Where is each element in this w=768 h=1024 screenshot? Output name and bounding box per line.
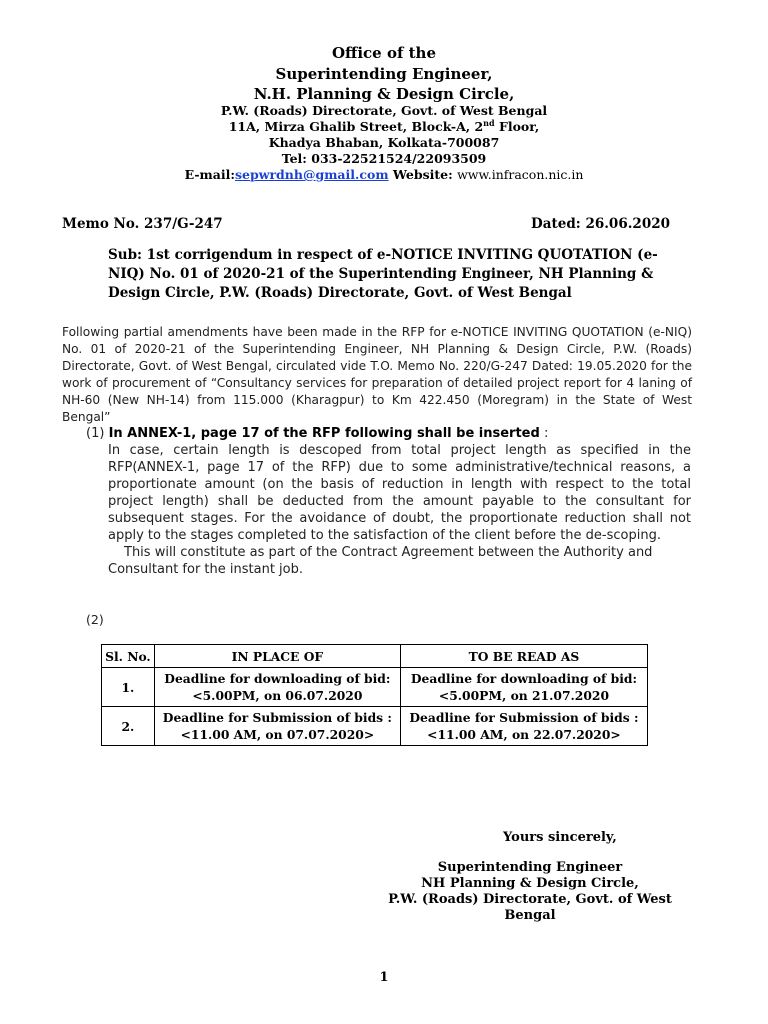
table-row <box>102 668 648 707</box>
letterhead-city: Khadya Bhaban, Kolkata-700087 <box>268 135 500 150</box>
row-sl-no: 1. <box>102 668 155 707</box>
memo-date: Dated: 26.06.2020 <box>531 216 670 232</box>
subject: Sub: 1st corrigendum in respect of e-NOTICE INVITING QUOTATION (e-NIQ) No. 01 of 2020-21 of the Superintending Engineer, NH Planning & Design Circle, P.W. (Roads) Directorate, Govt. of West Bengal <box>108 247 658 301</box>
amendment-point-1 <box>86 425 691 578</box>
header-to-be-read-as: TO BE READ AS <box>400 645 647 668</box>
cell-line: Deadline for downloading of bid: <box>164 671 391 686</box>
row-in-place-of <box>154 668 400 707</box>
signature-block <box>370 860 690 924</box>
header-sl-no: Sl. No. <box>102 645 155 668</box>
table-row <box>102 707 648 746</box>
cell-line: <5.00PM, on 21.07.2020 <box>438 688 609 703</box>
letterhead-directorate: P.W. (Roads) Directorate, Govt. of West Bengal <box>220 103 548 118</box>
website-url: www.infracon.nic.in <box>457 167 584 182</box>
cell-line: Deadline for Submission of bids : <box>409 710 639 725</box>
signature-directorate: P.W. (Roads) Directorate, Govt. of West Bengal <box>388 892 672 923</box>
closing: Yours sincerely, <box>503 830 617 845</box>
row-to-be-read-as <box>400 668 647 707</box>
row-to-be-read-as <box>400 707 647 746</box>
point-1-number: (1) <box>86 426 105 441</box>
cell-line: Deadline for Submission of bids : <box>162 710 392 725</box>
table-header-row <box>102 645 648 668</box>
letterhead-address <box>0 119 768 135</box>
header-in-place-of: IN PLACE OF <box>154 645 400 668</box>
signature-designation: Superintending Engineer <box>437 860 623 875</box>
point-1-heading <box>86 425 691 442</box>
letterhead-office: Office of the <box>331 44 437 62</box>
memo-number: Memo No. 237/G-247 <box>62 216 223 232</box>
point-1-note <box>108 544 691 578</box>
address-floor: Floor, <box>494 119 540 134</box>
row-sl-no: 2. <box>102 707 155 746</box>
address-ordinal: nd <box>483 117 495 128</box>
intro-paragraph: Following partial amendments have been made in the RFP for e-NOTICE INVITING QUOTATION (e-NIQ) No. 01 of 2020-21 of the Superintending Engineer, NH Planning & Design Circle, P.W. (Roads) Directorate, Govt. of West Bengal, circulated vide T.O. Memo No. 220/G-247 Dated: 19.05.2020 for the work of procurement of “Consultancy services for preparation of detailed project report for 4 laning of NH-60 (New NH-14) from 115.000 (Kharagpur) to Km 422.450 (Moregram) in the State of West Bengal” <box>62 325 692 424</box>
email-label: E-mail: <box>184 167 235 182</box>
cell-line: <11.00 AM, on 07.07.2020> <box>180 727 375 742</box>
letterhead-contact <box>0 167 768 183</box>
cell-line: <11.00 AM, on 22.07.2020> <box>427 727 621 742</box>
amendment-table <box>101 644 648 746</box>
page-number: 1 <box>379 970 389 985</box>
memo-row <box>62 216 670 232</box>
address-street: 11A, Mirza Ghalib Street, Block-A, 2 <box>228 119 484 134</box>
point-1-colon: : <box>539 426 549 441</box>
website-label: Website: <box>388 167 458 182</box>
letterhead-tel: Tel: 033-22521524/22093509 <box>281 151 487 166</box>
point-1-body: In case, certain length is descoped from total project length as specified in the RFP(ANNEX-1, page 17 of the RFP) due to some administrative/technical reasons, a proportionate amount (on the basis of reduction in length with respect to the total project length) shall be deducted from the amount payable to the consultant for subsequent stages. For the avoidance of doubt, the proportionate reduction shall not apply to the stages completed to the satisfaction of the client before the de-scoping. <box>108 443 691 543</box>
point-1-title: In ANNEX-1, page 17 of the RFP following shall be inserted <box>108 426 540 441</box>
letterhead-circle: N.H. Planning & Design Circle, <box>253 85 515 103</box>
row-in-place-of <box>154 707 400 746</box>
point-1-note-text: This will constitute as part of the Contract Agreement between the Authority and Consultant for the instant job. <box>108 545 653 577</box>
amendment-point-2-number: (2) <box>86 612 104 627</box>
signature-circle: NH Planning & Design Circle, <box>421 876 639 891</box>
email-link[interactable]: sepwrdnh@gmail.com <box>234 167 389 182</box>
letterhead-title: Superintending Engineer, <box>275 65 493 83</box>
cell-line: Deadline for downloading of bid: <box>410 671 638 686</box>
cell-line: <5.00PM, on 06.07.2020 <box>192 688 363 703</box>
